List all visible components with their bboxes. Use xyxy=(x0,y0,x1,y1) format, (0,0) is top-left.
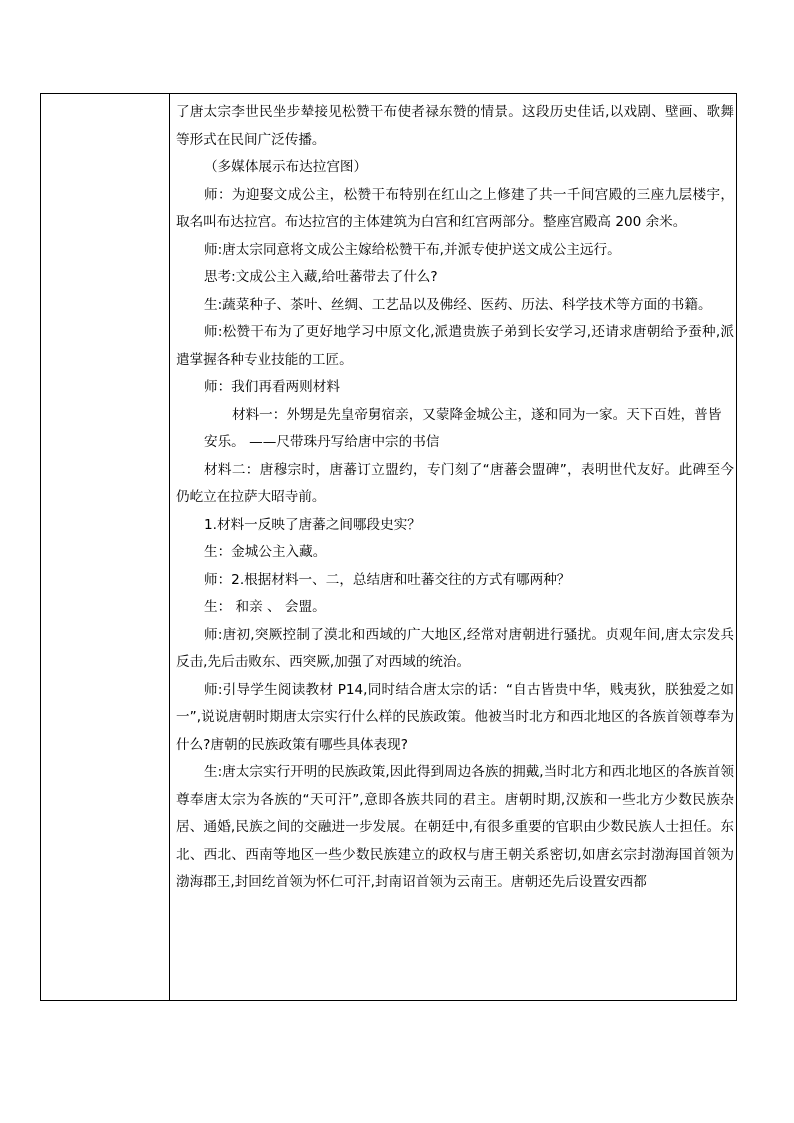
lesson-table xyxy=(40,93,737,1001)
material-one: 材料一：外甥是先皇帝舅宿亲，又蒙降金城公主，遂和同为一家。天下百姓，普皆 xyxy=(232,406,722,423)
paragraph-5: 思考:文成公主入藏,给吐蕃带去了什么? xyxy=(204,269,438,285)
left-column-cell xyxy=(41,94,170,1000)
paragraph-4: 师:唐太宗同意将文成公主嫁给松赞干布,并派专使护送文成公主远行。 xyxy=(204,241,621,258)
paragraph-18: 生:唐太宗实行开明的民族政策,因此得到周边各族的拥戴,当时北方和西北地区的各族首领尊奉唐太宗为各族的“天可汗”,意即各族共同的君主。唐朝时期,汉族和一些北方少数民族杂居、通婚,民族之间的交融进一步发展。在朝廷中,有很多重要的官职由少数民族人士担任。东北、西北、西南等地区一些少数民族建立的政权与唐王朝关系密切,如唐玄宗封渤海国首领为渤海郡王,封回纥首领为怀仁可汗,封南诏首领为云南王。唐朝还先后设置安西都 xyxy=(176,764,734,890)
answer-2: 生： 和亲 、 会盟。 xyxy=(204,599,326,615)
paragraph-2: （多媒体展示布达拉宫图） xyxy=(204,159,368,175)
paragraph-16: 师:唐初,突厥控制了漠北和西域的广大地区,经常对唐朝进行骚扰。贞观年间,唐太宗发兵反击,先后击败东、西突厥,加强了对西域的统治。 xyxy=(176,626,734,670)
material-two: 材料二：唐穆宗时，唐蕃订立盟约，专门刻了“唐蕃会盟碑”，表明世代友好。此碑至今仍屹立在拉萨大昭寺前。 xyxy=(176,461,734,505)
material-one-source: 安乐。 ——尺带珠丹写给唐中宗的书信 xyxy=(204,434,440,450)
paragraph-8: 师：我们再看两则材料 xyxy=(204,379,340,395)
question-1: 1.材料一反映了唐蕃之间哪段史实？ xyxy=(204,516,421,533)
paragraph-17: 师:引导学生阅读教材 P14,同时结合唐太宗的话：“自古皆贵中华，贱夷狄，朕独爱之如一”,说说唐朝时期唐太宗实行什么样的民族政策。他被当时北方和西北地区的各族首领尊奉为什么?唐朝的民族政策有哪些具体表现? xyxy=(176,681,734,753)
paragraph-7: 师:松赞干布为了更好地学习中原文化,派遣贵族子弟到长安学习,还请求唐朝给予蚕种,派遣掌握各种专业技能的工匠。 xyxy=(176,324,734,368)
paragraph-6: 生:蔬菜种子、茶叶、丝绸、工艺品以及佛经、医药、历法、科学技术等方面的书籍。 xyxy=(204,296,712,313)
answer-1: 生：金城公主入藏。 xyxy=(204,544,327,560)
content-cell xyxy=(170,94,736,1000)
paragraph-3: 师：为迎娶文成公主，松赞干布特别在红山之上修建了共一千间宫殿的三座九层楼宇，取名叫布达拉宫。布达拉宫的主体建筑为白宫和红宫两部分。整座宫殿高 200 余米。 xyxy=(176,186,734,230)
question-2: 师：2.根据材料一、二，总结唐和吐蕃交往的方式有哪两种？ xyxy=(204,571,571,588)
paragraph-1: 了唐太宗李世民坐步辇接见松赞干布使者禄东赞的情景。这段历史佳话,以戏剧、壁画、歌舞等形式在民间广泛传播。 xyxy=(176,104,734,148)
